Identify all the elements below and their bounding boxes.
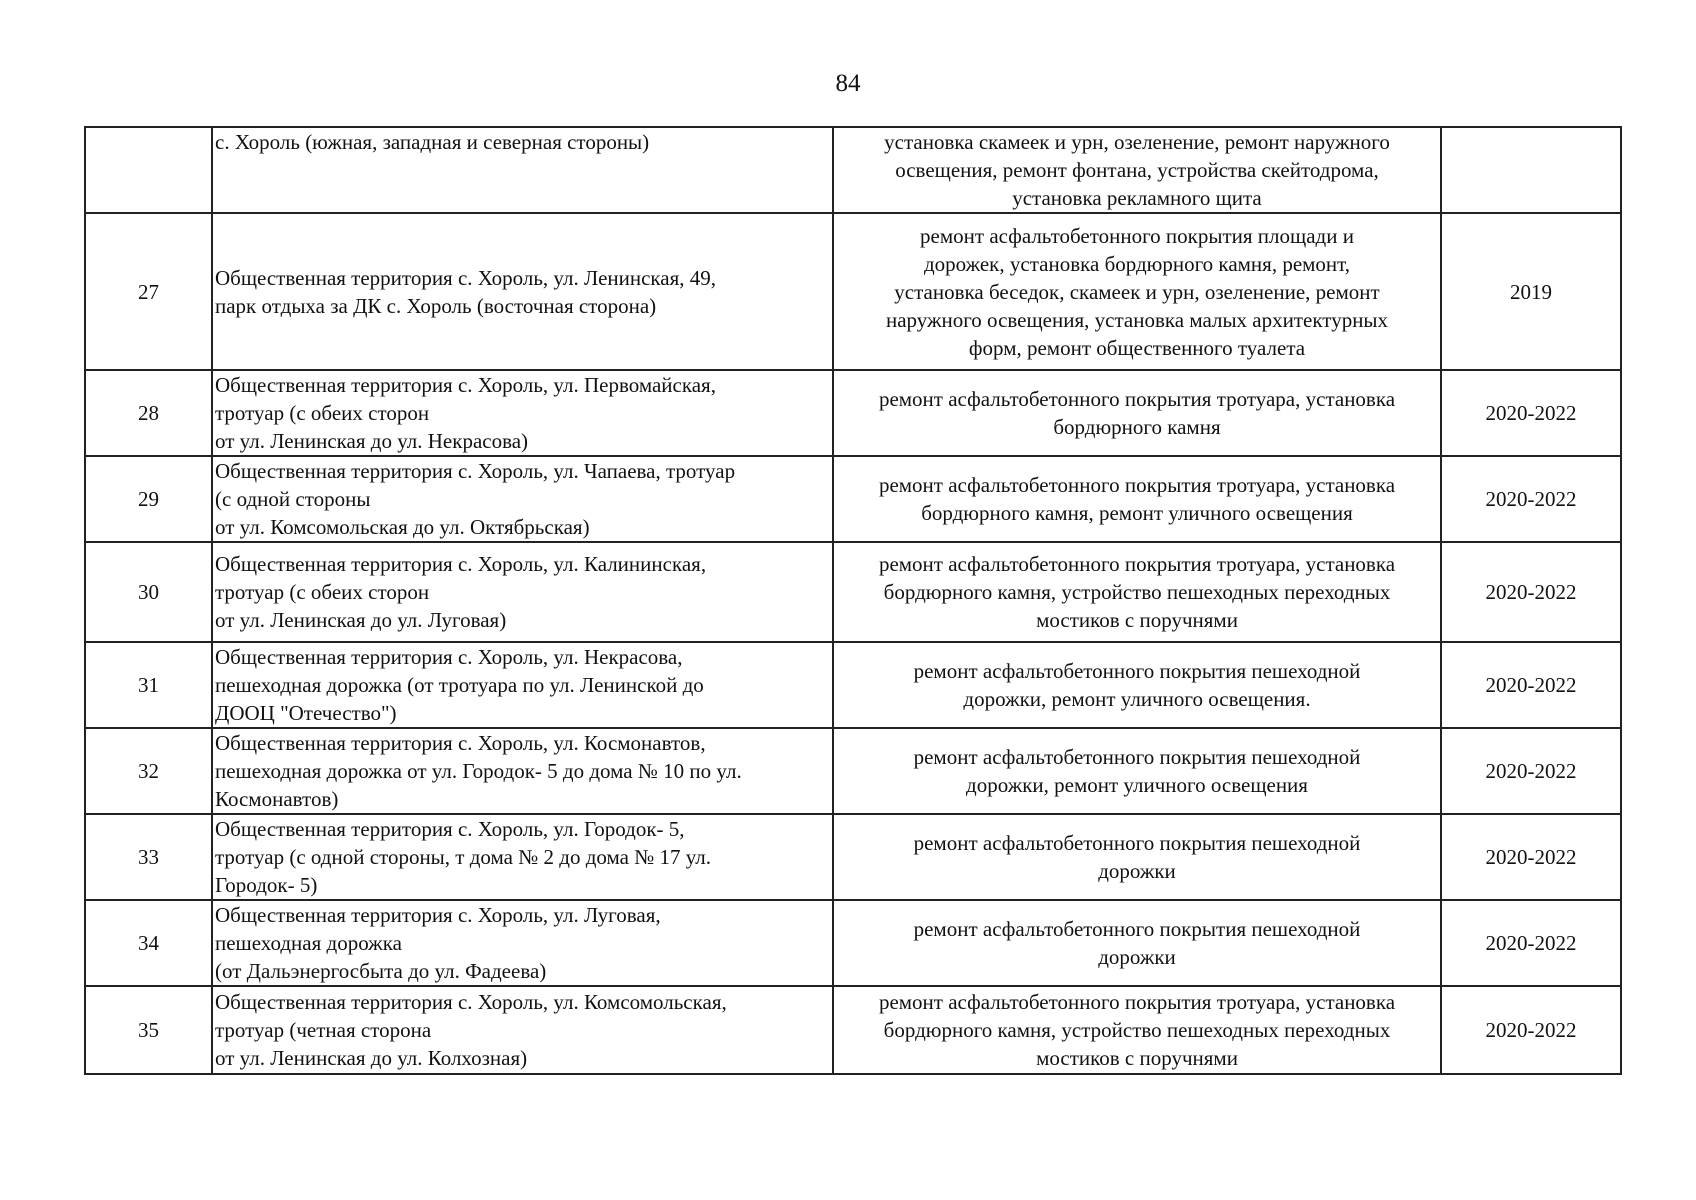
territory-name-line: Общественная территория с. Хороль, ул. Городок- 5, (215, 817, 685, 841)
territory-name-cell (212, 213, 833, 370)
territory-name-line: от ул. Ленинская до ул. Луговая) (215, 608, 507, 632)
territory-name-line: Общественная территория с. Хороль, ул. Некрасова, (215, 645, 683, 669)
territory-name-cell (212, 542, 833, 642)
row-number: 33 (85, 814, 212, 900)
work-description-cell (833, 370, 1441, 456)
improvement-table (84, 126, 1622, 1075)
work-description-line: бордюрного камня (1053, 415, 1221, 439)
territory-name-line: Общественная территория с. Хороль, ул. Первомайская, (215, 373, 716, 397)
year-cell: 2020-2022 (1441, 986, 1621, 1074)
work-description-line: бордюрного камня, устройство пешеходных переходных (883, 1018, 1391, 1042)
table-row (85, 127, 1621, 213)
work-description-line: наружного освещения, установка малых архитектурных (885, 307, 1389, 332)
territory-name-line: Космонавтов) (215, 787, 339, 811)
work-description-line: ремонт асфальтобетонного покрытия тротуара, установка (878, 990, 1396, 1014)
territory-name-line: пешеходная дорожка (от тротуара по ул. Ленинской до (215, 673, 704, 697)
work-description-line: ремонт асфальтобетонного покрытия тротуара, установка (878, 552, 1396, 576)
territory-name-line: пешеходная дорожка от ул. Городок- 5 до дома № 10 по ул. (215, 759, 742, 783)
territory-name-cell (212, 456, 833, 542)
row-number: 32 (85, 728, 212, 814)
territory-name-line: Общественная территория с. Хороль, ул. Комсомольская, (215, 990, 727, 1014)
row-number: 27 (85, 213, 212, 370)
work-description-line: ремонт асфальтобетонного покрытия тротуара, установка (878, 387, 1396, 411)
year-cell: 2020-2022 (1441, 456, 1621, 542)
row-number: 31 (85, 642, 212, 728)
territory-name-line: от ул. Комсомольская до ул. Октябрьская) (215, 515, 590, 539)
territory-name-cell (212, 728, 833, 814)
work-description-line: ремонт асфальтобетонного покрытия пешеходной (913, 659, 1361, 683)
territory-name-line: пешеходная дорожка (215, 931, 402, 955)
work-description-line: ремонт асфальтобетонного покрытия пешеходной (913, 917, 1361, 941)
table-row (85, 814, 1621, 900)
work-description-line: мостиков с поручнями (1036, 608, 1238, 632)
territory-name-line: Городок- 5) (215, 873, 318, 897)
table-row (85, 370, 1621, 456)
territory-name-line: (от Дальэнергосбыта до ул. Фадеева) (215, 959, 547, 983)
work-description-cell (833, 213, 1441, 370)
territory-name-line: Общественная территория с. Хороль, ул. Ленинская, 49, (215, 265, 717, 290)
territory-name-line: тротуар (с одной стороны, т дома № 2 до дома № 17 ул. (215, 845, 712, 869)
territory-name-line: Общественная территория с. Хороль, ул. Луговая, (215, 903, 661, 927)
work-description-line: ремонт асфальтобетонного покрытия пешеходной (913, 745, 1361, 769)
territory-name-cell (212, 986, 833, 1074)
work-description-line: бордюрного камня, ремонт уличного освещения (921, 501, 1353, 525)
work-description-line: дорожки, ремонт уличного освещения. (963, 687, 1311, 711)
territory-name-cell (212, 900, 833, 986)
page-number: 84 (835, 70, 861, 97)
territory-name-line: (с одной стороны (215, 487, 371, 511)
year-cell: 2020-2022 (1441, 900, 1621, 986)
work-description-line: дорожки (1098, 859, 1176, 883)
table-body (85, 127, 1621, 1074)
year-cell: 2020-2022 (1441, 728, 1621, 814)
territory-name-cell (212, 370, 833, 456)
territory-name-line: тротуар (с обеих сторон (215, 580, 430, 604)
work-description-line: дорожек, установка бордюрного камня, ремонт, (923, 251, 1351, 276)
work-description-cell (833, 456, 1441, 542)
table-row (85, 900, 1621, 986)
territory-name-line: с. Хороль (южная, западная и северная стороны) (215, 130, 650, 154)
work-description-line: дорожки, ремонт уличного освещения (966, 773, 1308, 797)
work-description-line: освещения, ремонт фонтана, устройства скейтодрома, (895, 158, 1379, 182)
work-description-cell (833, 900, 1441, 986)
row-number: 28 (85, 370, 212, 456)
territory-name-line: ДООЦ "Отечество") (215, 701, 397, 725)
table-row (85, 542, 1621, 642)
territory-name-line: от ул. Ленинская до ул. Колхозная) (215, 1046, 528, 1070)
year-cell: 2020-2022 (1441, 370, 1621, 456)
work-description-line: установка рекламного щита (1012, 186, 1262, 210)
work-description-line: установка беседок, скамеек и урн, озеленение, ремонт (894, 279, 1380, 304)
territory-name-cell (212, 642, 833, 728)
territory-name-line: тротуар (с обеих сторон (215, 401, 430, 425)
work-description-line: ремонт асфальтобетонного покрытия пешеходной (913, 831, 1361, 855)
territory-name-cell (212, 127, 833, 213)
work-description-cell (833, 986, 1441, 1074)
work-description-line: форм, ремонт общественного туалета (968, 335, 1306, 360)
row-number: 29 (85, 456, 212, 542)
work-description-line: установка скамеек и урн, озеленение, ремонт наружного (884, 130, 1390, 154)
territory-name-line: Общественная территория с. Хороль, ул. Космонавтов, (215, 731, 706, 755)
work-description-line: ремонт асфальтобетонного покрытия площади и (920, 223, 1354, 248)
territory-name-line: парк отдыха за ДК с. Хороль (восточная сторона) (215, 293, 657, 318)
territory-name-cell (212, 814, 833, 900)
row-number: 30 (85, 542, 212, 642)
territory-name-line: от ул. Ленинская до ул. Некрасова) (215, 429, 529, 453)
work-description-line: ремонт асфальтобетонного покрытия тротуара, установка (878, 473, 1396, 497)
work-description-line: мостиков с поручнями (1036, 1046, 1238, 1070)
work-description-line: бордюрного камня, устройство пешеходных переходных (883, 580, 1391, 604)
year-cell: 2020-2022 (1441, 642, 1621, 728)
table-row (85, 728, 1621, 814)
table-row (85, 456, 1621, 542)
work-description-cell (833, 728, 1441, 814)
territory-name-line: тротуар (четная сторона (215, 1018, 432, 1042)
territory-name-line: Общественная территория с. Хороль, ул. Чапаева, тротуар (215, 459, 736, 483)
work-description-line: дорожки (1098, 945, 1176, 969)
work-description-cell (833, 127, 1441, 213)
territory-name-line: Общественная территория с. Хороль, ул. Калининская, (215, 552, 707, 576)
row-number: 34 (85, 900, 212, 986)
row-number (85, 127, 212, 213)
work-description-cell (833, 542, 1441, 642)
year-cell: 2020-2022 (1441, 814, 1621, 900)
work-description-cell (833, 642, 1441, 728)
table-row (85, 986, 1621, 1074)
year-cell: 2019 (1441, 213, 1621, 370)
table-row (85, 642, 1621, 728)
year-cell: 2020-2022 (1441, 542, 1621, 642)
year-cell (1441, 127, 1621, 213)
row-number: 35 (85, 986, 212, 1074)
work-description-cell (833, 814, 1441, 900)
table-row (85, 213, 1621, 370)
